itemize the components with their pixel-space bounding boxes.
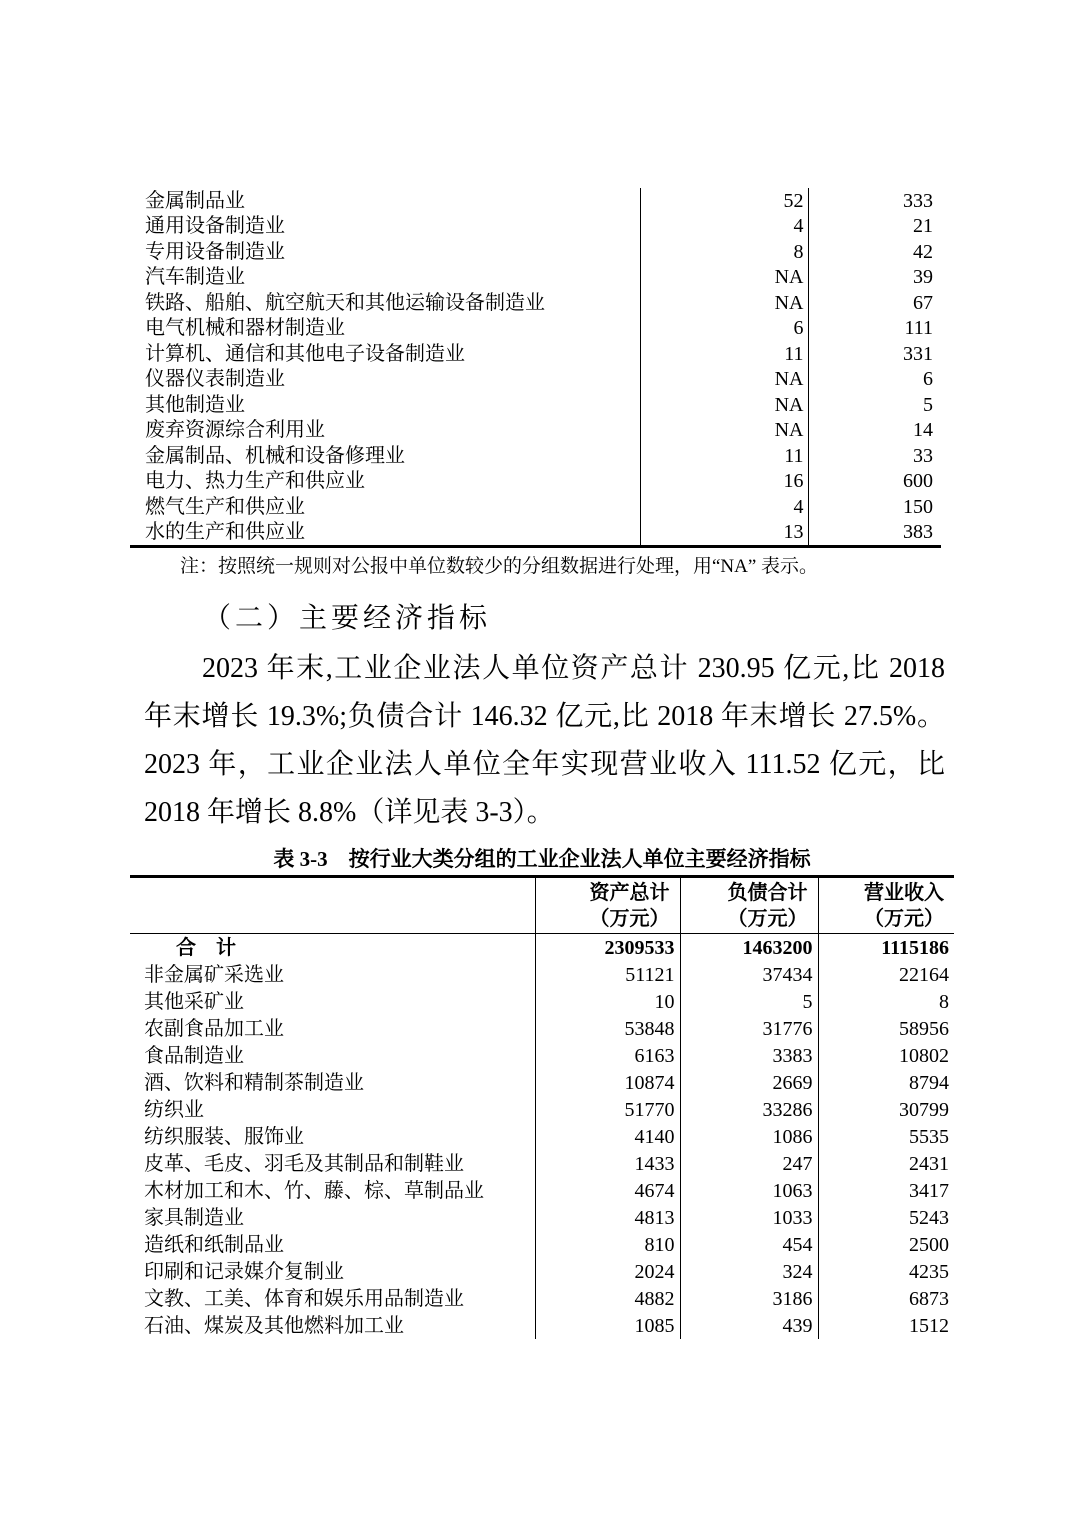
column-header-unit: （万元） <box>864 907 944 930</box>
value-cell: 22164 <box>818 961 954 988</box>
table-row <box>130 961 954 988</box>
paragraph <box>144 645 945 837</box>
column-header-line: 负债合计 <box>727 881 808 904</box>
column-header-line: 资产总计 <box>589 881 670 904</box>
value-cell: 331 <box>903 342 933 365</box>
value-cell: 51770 <box>535 1096 680 1123</box>
value-cell: 16 <box>640 469 808 495</box>
table-row <box>130 520 941 547</box>
value-cell: 1115186 <box>818 934 954 962</box>
value-cell: 5243 <box>818 1204 954 1231</box>
value-cell: 8794 <box>818 1069 954 1096</box>
value-cell: 333 <box>903 189 933 212</box>
table-row <box>130 1285 954 1312</box>
value-cell: 13 <box>640 520 808 547</box>
table-row <box>130 290 941 316</box>
value-cell: 3186 <box>680 1285 818 1312</box>
industry-label: 文教、工美、体育和娱乐用品制造业 <box>144 1287 464 1310</box>
industry-label: 家具制造业 <box>144 1206 244 1229</box>
industry-label: 皮革、毛皮、羽毛及其制品和制鞋业 <box>144 1152 464 1175</box>
industry-label: 其他制造业 <box>145 393 245 416</box>
value-cell: 5 <box>923 393 933 416</box>
value-cell: 42 <box>913 240 933 263</box>
value-cell: 1512 <box>818 1312 954 1339</box>
value-cell: 454 <box>680 1231 818 1258</box>
value-cell: NA <box>640 290 808 316</box>
value-cell: 4140 <box>535 1123 680 1150</box>
value-cell: 33286 <box>680 1096 818 1123</box>
industry-label: 纺织业 <box>144 1098 204 1121</box>
table-row <box>130 469 941 495</box>
header-row <box>130 877 954 934</box>
value-cell: NA <box>640 367 808 393</box>
table-row <box>130 239 941 265</box>
table-row <box>130 1123 954 1150</box>
column-header-assets <box>535 877 680 934</box>
value-cell: 67 <box>913 291 933 314</box>
value-cell: 53848 <box>535 1015 680 1042</box>
value-cell: NA <box>640 392 808 418</box>
value-cell: 1033 <box>680 1204 818 1231</box>
industry-label: 酒、饮料和精制茶制造业 <box>144 1071 364 1094</box>
industry-label: 农副食品加工业 <box>144 1017 284 1040</box>
table-3-3 <box>130 875 954 1339</box>
industry-label: 金属制品、机械和设备修理业 <box>145 444 405 467</box>
value-cell: 51121 <box>535 961 680 988</box>
paragraph-line: 2023 年，工业企业法人单位全年实现营业收入 111.52 亿元，比 <box>144 749 945 780</box>
value-cell: 6 <box>640 316 808 342</box>
table-row <box>130 1150 954 1177</box>
industry-label: 纺织服装、服饰业 <box>144 1125 304 1148</box>
value-cell: 383 <box>903 521 933 544</box>
paragraph-line: 2018 年增长 8.8%（详见表 3-3）。 <box>144 797 555 828</box>
value-cell: 8 <box>818 988 954 1015</box>
column-header-revenue <box>818 877 954 934</box>
continued-table-body <box>130 188 941 547</box>
value-cell: 5535 <box>818 1123 954 1150</box>
value-cell: 14 <box>913 419 933 442</box>
section-heading: （二）主要经济指标 <box>203 603 492 634</box>
industry-label: 燃气生产和供应业 <box>145 495 305 518</box>
value-cell: 5 <box>680 988 818 1015</box>
value-cell: 33 <box>913 444 933 467</box>
value-cell: 31776 <box>680 1015 818 1042</box>
value-cell: 2669 <box>680 1069 818 1096</box>
column-header-industry <box>130 877 535 934</box>
table-row <box>130 265 941 291</box>
value-cell: 3417 <box>818 1177 954 1204</box>
value-cell: 11 <box>640 341 808 367</box>
value-cell: 4674 <box>535 1177 680 1204</box>
value-cell: 30799 <box>818 1096 954 1123</box>
value-cell: 2500 <box>818 1231 954 1258</box>
value-cell: 4882 <box>535 1285 680 1312</box>
value-cell: 37434 <box>680 961 818 988</box>
value-cell: 2024 <box>535 1258 680 1285</box>
value-cell: 1086 <box>680 1123 818 1150</box>
value-cell: 4 <box>640 494 808 520</box>
value-cell: 58956 <box>818 1015 954 1042</box>
value-cell: 39 <box>913 266 933 289</box>
value-cell: 2431 <box>818 1150 954 1177</box>
value-cell: 2309533 <box>535 934 680 962</box>
table-3-3-title: 表 3-3 按行业大类分组的工业企业法人单位主要经济指标 <box>273 847 811 871</box>
column-header-unit: （万元） <box>727 907 808 930</box>
paragraph-line: 2023 年末,工业企业法人单位资产总计 230.95 亿元,比 2018 <box>202 653 945 684</box>
industry-label: 仪器仪表制造业 <box>145 368 285 391</box>
value-cell: 439 <box>680 1312 818 1339</box>
value-cell: 247 <box>680 1150 818 1177</box>
table-row <box>130 418 941 444</box>
value-cell: 6163 <box>535 1042 680 1069</box>
table-row <box>130 1015 954 1042</box>
value-cell: 8 <box>640 239 808 265</box>
industry-label: 造纸和纸制品业 <box>144 1233 284 1256</box>
table-note: 注：按照统一规则对公报中单位数较少的分组数据进行处理，用“NA” 表示。 <box>180 556 819 577</box>
table-row <box>130 341 941 367</box>
value-cell: 4813 <box>535 1204 680 1231</box>
value-cell: 1433 <box>535 1150 680 1177</box>
continued-industry-table <box>130 188 941 548</box>
industry-label: 木材加工和木、竹、藤、棕、草制品业 <box>144 1179 484 1202</box>
table-row <box>130 1231 954 1258</box>
industry-label: 其他采矿业 <box>144 990 244 1013</box>
column-header-unit: （万元） <box>589 907 670 930</box>
industry-label: 食品制造业 <box>144 1044 244 1067</box>
industry-label: 电气机械和器材制造业 <box>145 317 345 340</box>
table-row <box>130 1177 954 1204</box>
industry-label: 电力、热力生产和供应业 <box>145 470 365 493</box>
table-row <box>130 1258 954 1285</box>
table-row <box>130 1204 954 1231</box>
value-cell: 324 <box>680 1258 818 1285</box>
value-cell: 3383 <box>680 1042 818 1069</box>
table-row <box>130 934 954 962</box>
industry-label: 铁路、船舶、航空航天和其他运输设备制造业 <box>145 291 545 314</box>
value-cell: 10874 <box>535 1069 680 1096</box>
value-cell: 6873 <box>818 1285 954 1312</box>
value-cell: 1085 <box>535 1312 680 1339</box>
table-row <box>130 1312 954 1339</box>
value-cell: 1063 <box>680 1177 818 1204</box>
table-row <box>130 392 941 418</box>
value-cell: 6 <box>923 368 933 391</box>
value-cell: 21 <box>913 215 933 238</box>
industry-label: 印刷和记录媒介复制业 <box>144 1260 344 1283</box>
value-cell: NA <box>640 418 808 444</box>
table-row <box>130 1096 954 1123</box>
table-row <box>130 188 941 214</box>
paragraph-line: 年末增长 19.3%;负债合计 146.32 亿元,比 2018 年末增长 27.5%。 <box>144 701 945 732</box>
industry-label: 非金属矿采选业 <box>144 963 284 986</box>
value-cell: 10802 <box>818 1042 954 1069</box>
table-row <box>130 214 941 240</box>
table-row <box>130 443 941 469</box>
value-cell: 1463200 <box>680 934 818 962</box>
industry-label: 水的生产和供应业 <box>145 521 305 544</box>
value-cell: 52 <box>640 188 808 214</box>
industry-label: 计算机、通信和其他电子设备制造业 <box>145 342 465 365</box>
value-cell: 4235 <box>818 1258 954 1285</box>
industry-label: 金属制品业 <box>145 189 245 212</box>
value-cell: 810 <box>535 1231 680 1258</box>
table-3-3-body <box>130 934 954 1340</box>
column-header-liabilities <box>680 877 818 934</box>
industry-label: 专用设备制造业 <box>145 240 285 263</box>
table-row <box>130 1042 954 1069</box>
industry-label: 废弃资源综合利用业 <box>145 419 325 442</box>
value-cell: 10 <box>535 988 680 1015</box>
industry-label: 合 计 <box>176 936 236 959</box>
table-row <box>130 1069 954 1096</box>
table-3-3-header <box>130 877 954 934</box>
column-header-line: 营业收入 <box>864 881 944 904</box>
table-row <box>130 367 941 393</box>
value-cell: 150 <box>903 495 933 518</box>
table-row <box>130 494 941 520</box>
industry-label: 汽车制造业 <box>145 266 245 289</box>
industry-label: 石油、煤炭及其他燃料加工业 <box>144 1314 404 1337</box>
industry-label: 通用设备制造业 <box>145 215 285 238</box>
value-cell: NA <box>640 265 808 291</box>
table-row <box>130 988 954 1015</box>
value-cell: 600 <box>903 470 933 493</box>
value-cell: 111 <box>904 317 933 340</box>
value-cell: 11 <box>640 443 808 469</box>
value-cell: 4 <box>640 214 808 240</box>
table-row <box>130 316 941 342</box>
